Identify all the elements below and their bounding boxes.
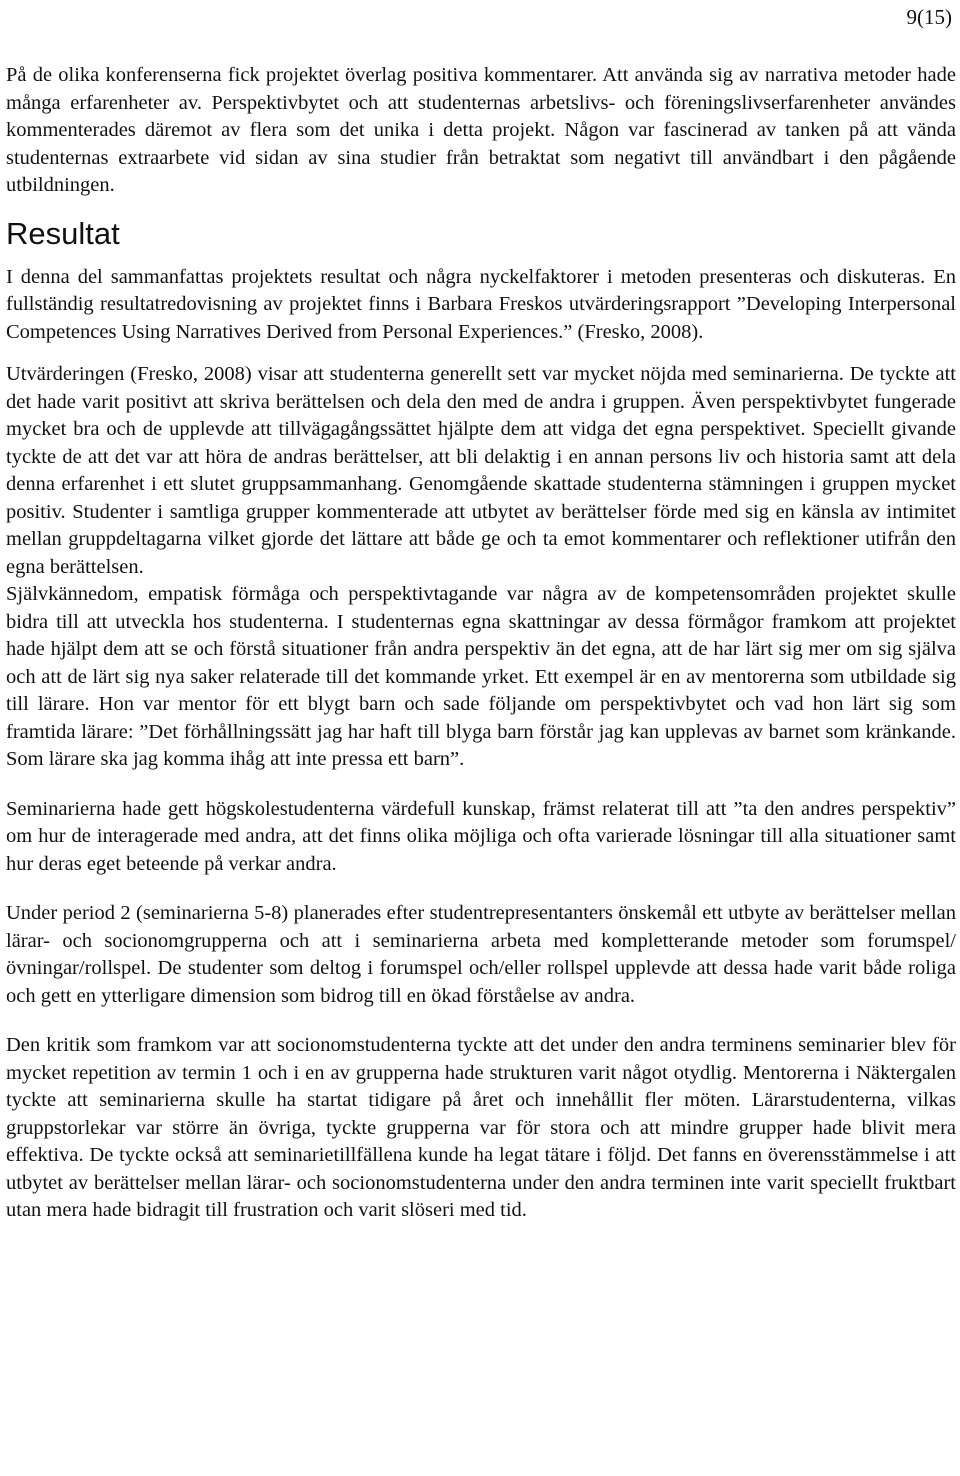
paragraph-seminars: Seminarierna hade gett högskolestudenterna värdefull kunskap, främst relaterat till att ”ta den andres perspektiv” om hur de interagerade med andra, att det finns olika möjliga och ofta varierade lösningar till alla situationer samt hur deras eget beteende på verkar andra. [6,797,956,875]
paragraph-evaluation: Utvärderingen (Fresko, 2008) visar att studenterna generellt sett var mycket nöjda med seminarierna. De tyckte att det hade varit positivt att skriva berättelsen och dela den med de andra i gruppen. Även perspektivbytet fungerade mycket bra och de upplevde att tillvägagångssättet hjälpte dem att vidga det egna perspektivet. Speciellt givande tyckte de att det var att höra de andras berättelser, att bli delaktig i en annan persons liv och historia samt att dela denna erfarenhet i ett slutet gruppsammanhang. Genomgående skattade studenterna stämningen i gruppen mycket positiv. Studenter i samtliga grupper kommenterade att utbytet av berättelser förde med sig en känsla av intimitet mellan gruppdeltagarna vilket gjorde det lättare att både ge och ta emot kommentarer och reflektioner utifrån den egna berättelsen. [6,363,956,578]
section-heading-resultat: Resultat [6,215,120,251]
paragraph-self-knowledge: Självkännedom, empatisk förmåga och perspektivtagande var några av de kompetensområden projektet skulle bidra till att utveckla hos studenterna. I studenternas egna skattningar av dessa förmågor framkom att projektet hade hjälpt dem att se och förstå situationer från andra perspektiv än det egna, att de har lärt sig mer om sig själva och att de lärt sig nya saker relaterade till det kommande yrket. Ett exempel är en av mentorerna som utbildade sig till lärare. Hon var mentor för ett blygt barn och sade följande om perspektivbytet och vad hon lärt sig som framtida lärare: ”Det förhållningssätt jag har haft till blyga barn förstår jag kan upplevas av barnet som kränkande. Som lärare ska jag komma ihåg att inte pressa ett barn”. [6,583,956,770]
paragraph-criticism: Den kritik som framkom var att socionomstudenterna tyckte att det under den andra terminens seminarier blev för mycket repetition av termin 1 och i en av grupperna hade strukturen varit något otydlig. Mentorerna i Näktergalen tyckte att seminarierna skulle ha startat tidigare på året och innehållit fler möten. Lärarstudenterna, vilkas gruppstorlekar var större än övriga, tyckte grupperna var för stora och att mindre grupper hade blivit mera effektiva. De tyckte också att seminarietillfällena kunde ha legat tätare i följd. Det fanns en överensstämmelse i att utbytet av berättelser mellan lärar- och socionomstudenterna under den andra terminen inte varit speciellt fruktbart utan mera hade bidragit till frustration och varit slöseri med tid. [6,1034,956,1221]
document-body [6,62,956,1225]
paragraph-period-2: Under period 2 (seminarierna 5-8) planerades efter studentrepresentanters önskemål ett utbyte av berättelser mellan lärar- och socionomgrupperna och att i seminarierna arbeta med kompletterande metoder som forumspel/övningar/rollspel. De studenter som deltog i forumspel och/eller rollspel upplevde att dessa hade varit både roliga och gett en ytterligare dimension som bidrog till en ökad förståelse av andra. [6,902,956,1007]
paragraph-conference-comments: På de olika konferenserna fick projektet överlag positiva kommentarer. Att använda sig av narrativa metoder hade många erfarenheter av. Perspektivbytet och att studenternas arbetslivs- och föreningslivserfarenheter användes kommenterades däremot av flera som det unika i detta projekt. Någon var fascinerad av tanken på att vända studenternas extraarbete vid sidan av sina studier från betraktat som negativt till användbart i den pågående utbildningen. [6,64,956,196]
paragraph-results-intro: I denna del sammanfattas projektets resultat och några nyckelfaktorer i metoden presenteras och diskuteras. En fullständig resultatredovisning av projektet finns i Barbara Freskos utvärderingsrapport ”Developing Interpersonal Competences Using Narratives Derived from Personal Experiences.” (Fresko, 2008). [6,265,956,343]
page-number: 9(15) [906,5,952,29]
